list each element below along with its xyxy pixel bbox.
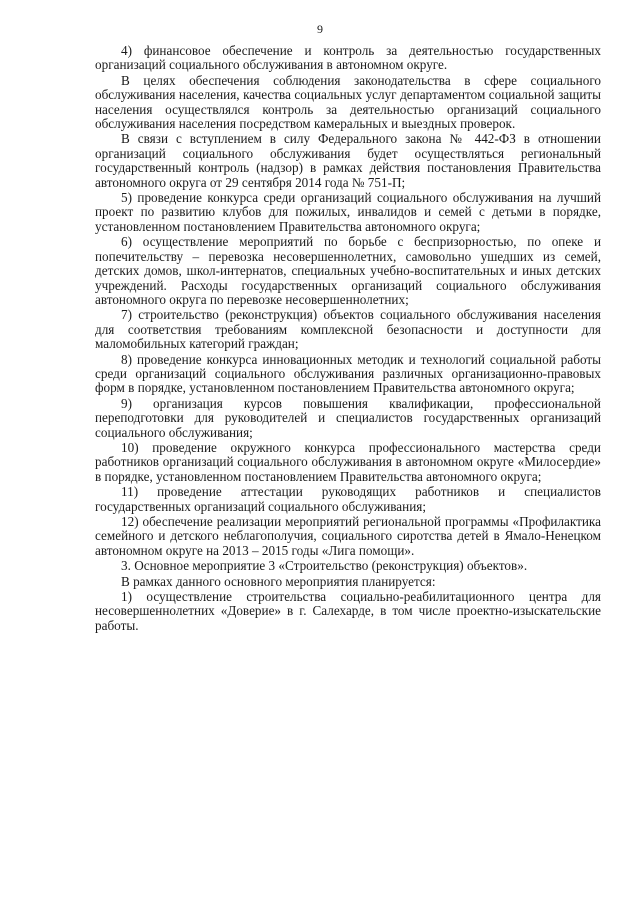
paragraph-inspections: В целях обеспечения соблюдения законодательства в сфере социального обслуживания населения, качества социальных услуг департаментом социальной защиты населения осуществлялся контроль за деятельностью организаций социального обслуживания населения посредством камеральных и выездных проверок. [95, 72, 601, 132]
page-number: 9 [317, 22, 323, 36]
paragraph-federal-law: В связи с вступлением в силу Федерального закона № 442-ФЗ в отношении организаций социального обслуживания будет осуществляться региональный государственный контроль (надзор) в рамках действия постановления Правительства автономного округа от 29 сентября 2014 года № 751-П; [95, 131, 601, 190]
paragraph-planned: В рамках данного основного мероприятия планируется: [121, 573, 436, 589]
paragraph-construction-item-1: 1) осуществление строительства социально-реабилитационного центра для несовершеннолетних «Доверие» в г. Салехарде, в том числе проектно-изыскательские работы. [95, 589, 601, 633]
section-heading-3: 3. Основное мероприятие 3 «Строительство (реконструкция) объектов». [121, 558, 528, 574]
paragraph-item-8: 8) проведение конкурса инновационных методик и технологий социальной работы среди организаций социального обслуживания различных организационно-правовых форм в порядке, установленном постановлением Правительства автономного округа; [95, 351, 601, 396]
paragraph-item-11: 11) проведение аттестации руководящих работников и специалистов государственных организаций социального обслуживания; [95, 484, 601, 514]
paragraph-item-5: 5) проведение конкурса среди организаций социального обслуживания на лучший проект по развитию клубов для пожилых, инвалидов и семей с детьми в порядке, установленном постановлением Правительства автономного округа; [95, 190, 601, 234]
paragraph-item-6: 6) осуществление мероприятий по борьбе с беспризорностью, по опеке и попечительству – перевозка несовершеннолетних, самовольно ушедших из семей, детских домов, школ-интернатов, специальных учебно-воспитательных и иных детских учреждений. Расходы государственных организаций социального обслуживания автономного округа по перевозке несовершеннолетних; [95, 234, 601, 307]
paragraph-item-10: 10) проведение окружного конкурса профессионального мастерства среди работников организаций социального обслуживания в автономном округе «Милосердие» в порядке, установленном постановлением Правительства автономного округа; [95, 439, 601, 484]
paragraph-item-12: 12) обеспечение реализации мероприятий региональной программы «Профилактика семейного и детского неблагополучия, социального сиротства детей в Ямало-Ненецком автономном округе на 2013 – 2015 годы «Лига помощи». [95, 514, 601, 558]
paragraph-item-7: 7) строительство (реконструкция) объектов социального обслуживания населения для соответствия требованиям комплексной безопасности и доступности для маломобильных категорий граждан; [95, 307, 601, 352]
paragraph-item-4: 4) финансовое обеспечение и контроль за деятельностью государственных организаций социального обслуживания в автономном округе. [95, 43, 601, 73]
document-body [95, 44, 601, 634]
paragraph-item-9: 9) организация курсов повышения квалификации, профессиональной переподготовки для руководителей и специалистов государственных организаций социального обслуживания; [95, 395, 601, 440]
